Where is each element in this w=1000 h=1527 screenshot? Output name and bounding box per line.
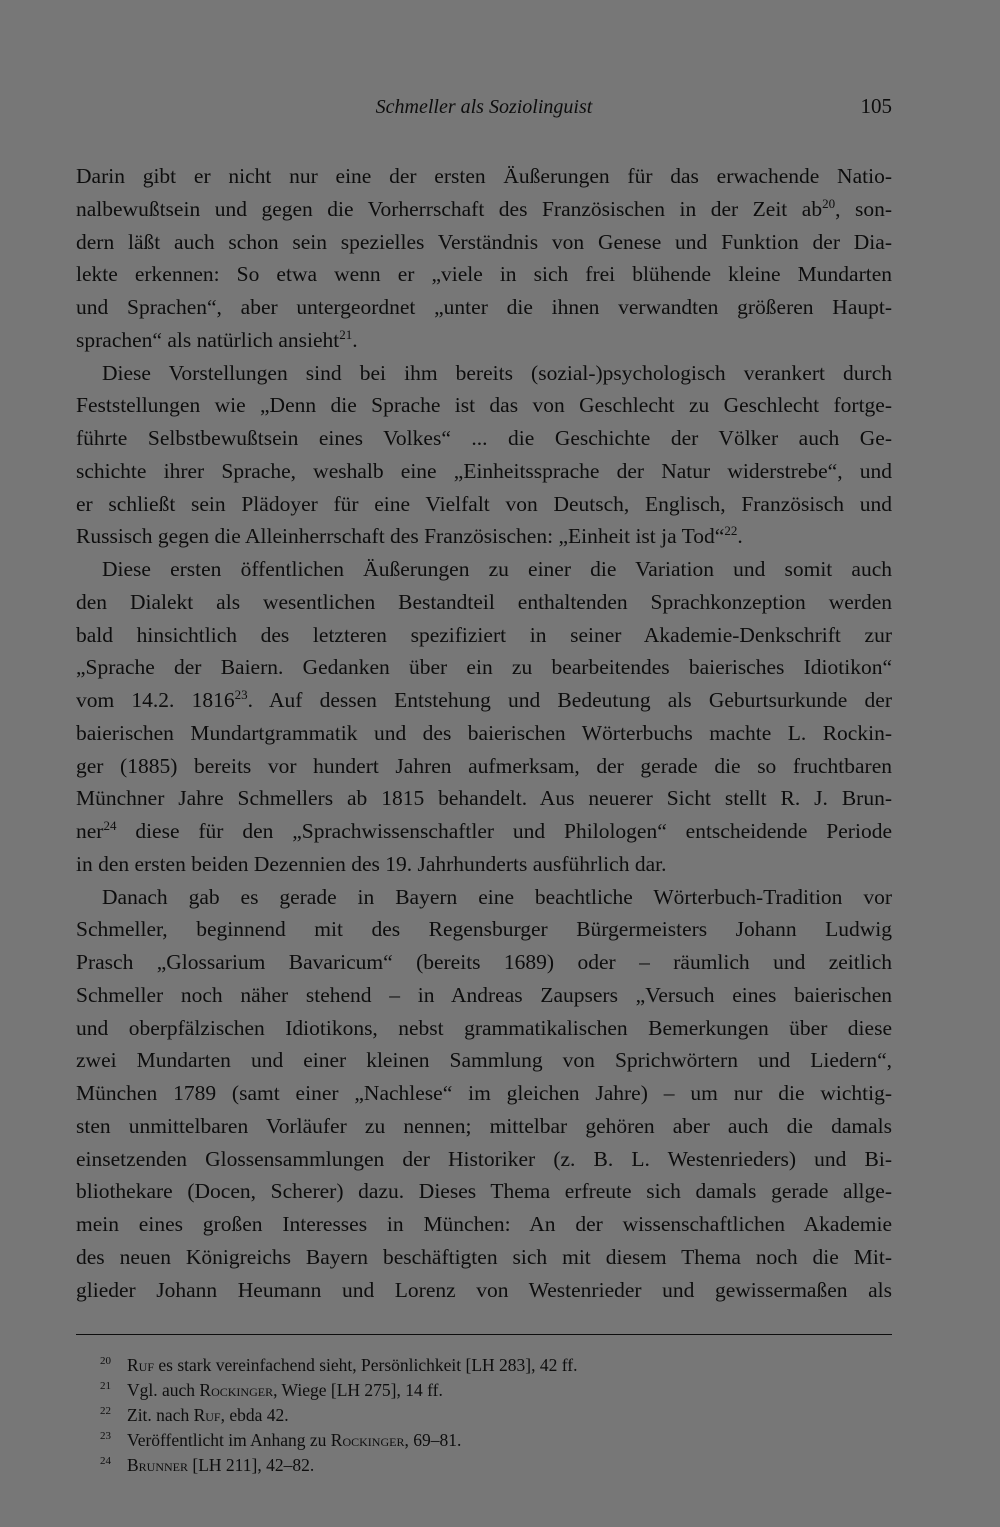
footnote-separator — [76, 1334, 892, 1335]
line-text: München 1789 (samt einer „Nachlese“ im gleichen Jahre) – um nur die wichtig- — [76, 1081, 892, 1105]
line-text: Diese Vorstellungen sind bei ihm bereits (sozial-)psychologisch verankert durch — [102, 360, 892, 385]
footnote-text: , Wiege [LH 275], 14 ff. — [273, 1380, 443, 1400]
text-line — [76, 619, 892, 652]
footnote-marker: 21 — [339, 326, 353, 342]
text-line — [76, 651, 892, 684]
text-line — [76, 750, 892, 783]
text-line — [76, 1110, 892, 1143]
footnote-marker: 22 — [724, 523, 738, 539]
footnote-author: Ruf — [127, 1355, 155, 1375]
text-line — [76, 389, 892, 422]
text-line — [76, 1208, 892, 1241]
line-text: ner — [76, 819, 104, 843]
text-line — [76, 258, 892, 291]
text-line — [76, 160, 892, 193]
running-title: Schmeller als Soziolinguist — [375, 96, 593, 118]
text-line — [76, 1143, 892, 1176]
line-text: und Sprachen“, aber untergeordnet „unter die ihnen verwandten größeren Haupt- — [76, 295, 892, 319]
text-line — [76, 913, 892, 946]
footnote-number: 21 — [100, 1380, 111, 1392]
footnote-text: Veröffentlicht im Anhang zu — [127, 1430, 331, 1450]
text-line — [76, 1077, 892, 1110]
line-text: Münchner Jahre Schmellers ab 1815 behandelt. Aus neuerer Sicht stellt R. J. Brun- — [76, 786, 892, 811]
footnote — [100, 1349, 880, 1374]
line-text: er schließt sein Plädoyer für eine Vielfalt von Deutsch, Englisch, Französisch und — [76, 491, 892, 516]
footnote-text: , ebda 42. — [220, 1405, 289, 1425]
text-line — [76, 193, 892, 226]
line-text: führte Selbstbewußtsein eines Volkes“ ... die Geschichte der Völker auch Ge- — [76, 426, 892, 450]
text-line — [76, 455, 892, 488]
line-text-cont: . Auf dessen Entstehung und Bedeutung als Geburtsurkunde der — [247, 688, 892, 712]
line-text: Diese ersten öffentlichen Äußerungen zu einer die Variation und somit auch — [102, 557, 892, 581]
text-line — [76, 684, 892, 717]
footnote-number: 24 — [100, 1455, 111, 1467]
line-text: sprachen“ als natürlich ansieht — [76, 327, 340, 352]
footnote — [100, 1449, 880, 1474]
text-line — [76, 848, 892, 881]
line-text: bliothekare (Docen, Scherer) dazu. Dieses Thema erfreute sich damals gerade allge- — [76, 1179, 892, 1204]
footnote-number: 23 — [100, 1430, 111, 1442]
text-line — [76, 357, 892, 390]
footnote-author: Brunner — [127, 1455, 189, 1475]
line-text: „Sprache der Baiern. Gedanken über ein zu bearbeitendes baierisches Idiotikon“ — [76, 655, 892, 680]
line-text: mein eines großen Interesses in München: An der wissenschaftlichen Akademie — [76, 1212, 892, 1236]
footnote-number: 22 — [100, 1405, 111, 1417]
text-line — [76, 717, 892, 750]
line-text: glieder Johann Heumann und Lorenz von Westenrieder und gewissermaßen als — [76, 1277, 892, 1302]
body-text — [76, 160, 892, 1306]
line-text: und oberpfälzischen Idiotikons, nebst grammatikalischen Bemerkungen über diese — [76, 1015, 892, 1040]
text-line — [76, 782, 892, 815]
line-text-cont: . — [352, 327, 358, 352]
text-line — [76, 1175, 892, 1208]
footnote — [100, 1424, 880, 1449]
line-text-cont: , son- — [835, 196, 893, 221]
line-text: bald hinsichtlich des letzteren spezifiziert in seiner Akademie-Denkschrift zur — [76, 622, 892, 647]
line-text: den Dialekt als wesentlichen Bestandteil enthaltenden Sprachkonzeption werden — [76, 589, 892, 614]
line-text: baierischen Mundartgrammatik und des baierischen Wörterbuchs machte L. Rockin- — [76, 720, 892, 745]
text-line — [76, 324, 892, 357]
text-line — [76, 553, 892, 586]
line-text: Schmeller, beginnend mit des Regensburger Bürgermeisters Johann Ludwig — [76, 917, 892, 942]
line-text: zwei Mundarten und einer kleinen Sammlung von Sprichwörtern und Liedern“, — [76, 1048, 892, 1073]
line-text-cont: . — [737, 524, 743, 549]
text-line — [76, 1274, 892, 1307]
line-text: Danach gab es gerade in Bayern eine beachtliche Wörterbuch-Tradition vor — [102, 884, 892, 909]
line-text: nalbewußtsein und gegen die Vorherrschaft des Französischen in der Zeit ab — [76, 196, 823, 221]
line-text: in den ersten beiden Dezennien des 19. Jahrhunderts ausführlich dar. — [76, 851, 667, 876]
line-text: einsetzenden Glossensammlungen der Historiker (z. B. L. Westenrieders) und Bi- — [76, 1146, 892, 1171]
footnote-text: Vgl. auch — [127, 1380, 200, 1400]
footnote-author: Rockinger — [330, 1430, 405, 1450]
footnote-text: Zit. nach — [127, 1405, 194, 1425]
footnote-marker: 24 — [103, 818, 117, 833]
footnote-author: Rockinger — [199, 1380, 274, 1400]
line-text: dern läßt auch schon sein spezielles Verständnis von Genese und Funktion der Dia- — [76, 229, 892, 254]
footnote-text: es stark vereinfachend sieht, Persönlichkeit [LH 283], 42 ff. — [154, 1355, 578, 1375]
line-text: vom 14.2. 1816 — [76, 688, 235, 712]
line-text: lekte erkennen: So etwa wenn er „viele in sich frei blühende kleine Mundarten — [76, 262, 892, 287]
footnote — [100, 1374, 880, 1399]
line-text: ger (1885) bereits vor hundert Jahren aufmerksam, der gerade die so fruchtbaren — [76, 753, 892, 778]
text-line — [76, 586, 892, 619]
line-text: Schmeller noch näher stehend – in Andreas Zaupsers „Versuch eines baierischen — [76, 982, 892, 1007]
footnotes — [100, 1349, 880, 1474]
text-line — [76, 422, 892, 455]
text-line — [76, 946, 892, 979]
footnote — [100, 1399, 880, 1424]
line-text: Darin gibt er nicht nur eine der ersten Äußerungen für das erwachende Natio- — [76, 164, 892, 188]
page-header — [76, 94, 892, 124]
text-line — [76, 979, 892, 1012]
line-text: schichte ihrer Sprache, weshalb eine „Einheitssprache der Natur widerstrebe“, und — [76, 458, 892, 483]
text-line — [76, 520, 892, 553]
footnote-marker: 20 — [822, 195, 836, 211]
text-line — [76, 815, 892, 848]
line-text: Prasch „Glossarium Bavaricum“ (bereits 1689) oder – räumlich und zeitlich — [76, 950, 892, 974]
footnote-text: , 69–81. — [404, 1430, 462, 1450]
text-line — [76, 1044, 892, 1077]
text-line — [76, 1241, 892, 1274]
text-line — [76, 881, 892, 914]
line-text: Feststellungen wie „Denn die Sprache ist das von Geschlecht zu Geschlecht fortge- — [76, 393, 892, 418]
text-line — [76, 1012, 892, 1045]
text-line — [76, 291, 892, 324]
line-text: des neuen Königreichs Bayern beschäftigten sich mit diesem Thema noch die Mit- — [76, 1244, 892, 1269]
line-text: sten unmittelbaren Vorläufer zu nennen; mittelbar gehören aber auch die damals — [76, 1113, 892, 1138]
footnote-number: 20 — [100, 1355, 111, 1367]
text-line — [76, 226, 892, 259]
text-line — [76, 488, 892, 521]
footnote-marker: 23 — [234, 687, 248, 702]
footnote-author: Ruf — [193, 1405, 221, 1425]
line-text: Russisch gegen die Alleinherrschaft des Französischen: „Einheit ist ja Tod“ — [76, 524, 725, 549]
line-text-cont: diese für den „Sprachwissenschaftler und Philologen“ entscheidende Periode — [116, 819, 892, 843]
footnote-text: [LH 211], 42–82. — [188, 1455, 315, 1475]
page-number: 105 — [860, 94, 892, 118]
